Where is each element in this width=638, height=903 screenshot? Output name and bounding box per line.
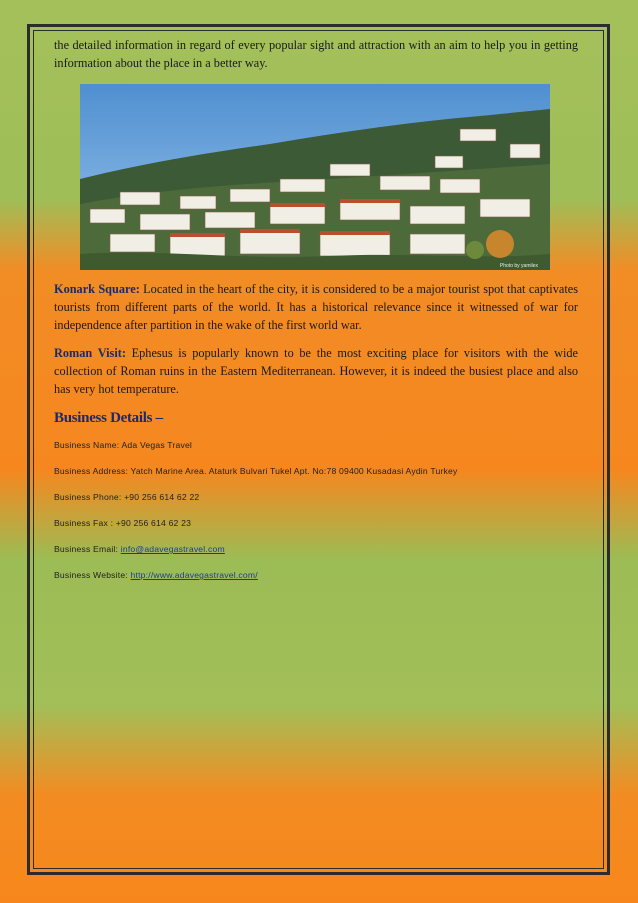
roman-visit-text: Ephesus is popularly known to be the most exciting place for visitors with the wide collection of Roman ruins in the Eastern Mediterranean. However, it is indeed the busiest place and also has very hot temperature. xyxy=(54,346,578,396)
business-email-line xyxy=(54,544,578,555)
konark-square-text: Located in the heart of the city, it is considered to be a major tourist spot that captivates tourists from different parts of the world. It has a historical relevance since it witnessed of war for independence after partition in the wake of the first world war. xyxy=(54,282,578,332)
business-website-label: Business Website: xyxy=(54,570,131,580)
business-fax-label: Business Fax : xyxy=(54,518,116,528)
business-phone-value: +90 256 614 62 22 xyxy=(124,492,200,502)
document-content xyxy=(54,36,578,581)
business-phone-label: Business Phone: xyxy=(54,492,125,502)
business-address-label: Business Address: xyxy=(54,466,131,476)
business-phone-line xyxy=(54,492,578,503)
business-name-value: Ada Vegas Travel xyxy=(121,440,193,450)
business-address-value: Yatch Marine Area. Ataturk Bulvari Tukel Apt. No:78 09400 Kusadasi Aydin Turkey xyxy=(130,466,458,476)
roman-visit-paragraph xyxy=(54,344,578,398)
business-website-line xyxy=(54,570,578,581)
town-photo xyxy=(80,84,550,270)
business-details-heading: Business Details – xyxy=(54,410,163,426)
business-website-link[interactable]: http://www.adavegastravel.com/ xyxy=(130,570,258,580)
business-email-link[interactable]: info@adavegastravel.com xyxy=(120,544,225,554)
intro-paragraph: the detailed information in regard of every popular sight and attraction with an aim to help you in getting information about the place in a better way. xyxy=(54,38,578,70)
photo-watermark: Photo by yamilex xyxy=(499,263,538,269)
business-email-label: Business Email: xyxy=(54,544,121,554)
business-name-line xyxy=(54,440,578,451)
business-address-line xyxy=(54,466,578,477)
business-name-label: Business Name: xyxy=(54,440,122,450)
konark-square-paragraph xyxy=(54,280,578,334)
konark-square-lead: Konark Square: xyxy=(54,282,140,296)
business-fax-value: +90 256 614 62 23 xyxy=(115,518,192,528)
roman-visit-lead: Roman Visit: xyxy=(54,346,126,360)
business-fax-line xyxy=(54,518,578,529)
